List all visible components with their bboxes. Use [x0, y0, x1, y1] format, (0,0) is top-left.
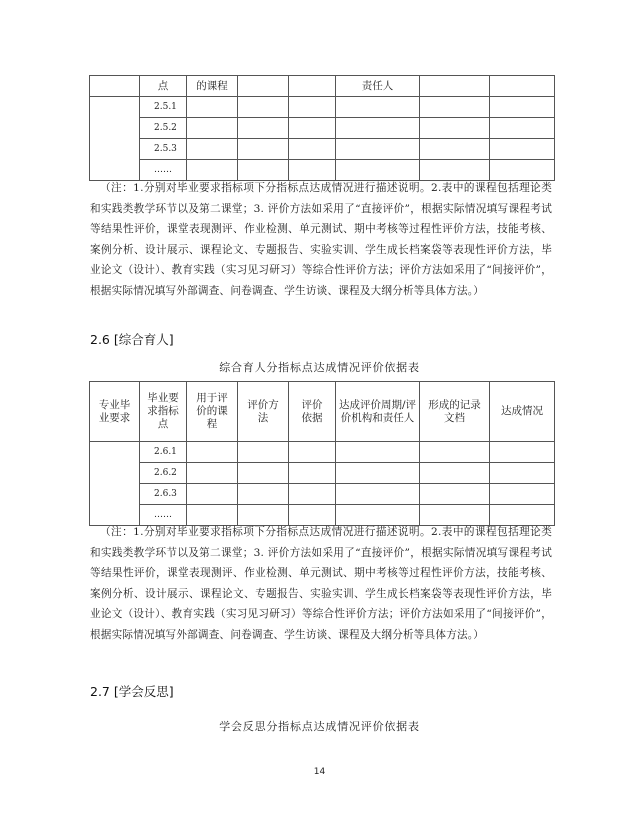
header-cell: 达成评价周期/评价机构和责任人	[336, 382, 420, 442]
table-header-row	[90, 76, 555, 97]
indicator-table-2-5	[89, 75, 555, 181]
table-caption: 学会反思分指标点达成情况评价依据表	[219, 720, 420, 733]
header-cell: 评价依据	[289, 382, 336, 442]
indicator-id: 2.6.2	[140, 463, 187, 484]
section-heading: 2.6 [综合育人]	[90, 332, 174, 347]
table-header-row	[90, 382, 555, 442]
table-row	[90, 139, 555, 160]
indicator-id: 2.6.1	[140, 442, 187, 463]
indicator-id: 2.5.2	[140, 118, 187, 139]
indicator-id: ……	[140, 160, 187, 181]
table-row	[90, 463, 555, 484]
header-cell: 用于评价的课程	[187, 382, 238, 442]
indicator-id: ……	[140, 505, 187, 526]
table-row	[90, 97, 555, 118]
header-cell: 的课程	[187, 76, 238, 97]
table-note: （注：1.分别对毕业要求指标项下分指标点达成情况进行描述说明。2.表中的课程包括理论类和实践类教学环节以及第二课堂；3. 评价方法如采用了“直接评价”，根据实际情况填写课程考试等结果性评价，课堂表现测评、作业检测、单元测试、期中考核等过程性评价方法，技能考核、案例分析、设计展示、课程论文、专题报告、实验实训、学生成长档案袋等表现性评价方法，毕业论文（设计）、教育实践（实习见习研习）等综合性评价方法；评价方法如采用了“间接评价”，根据实际情况填写外部调查、问卷调查、学生访谈、课程及大纲分析等具体方法。）	[90, 526, 552, 641]
table-row	[90, 442, 555, 463]
header-cell: 点	[140, 76, 187, 97]
merged-requirement-cell	[90, 442, 140, 526]
indicator-id: 2.6.3	[140, 484, 187, 505]
header-cell: 毕业要求指标点	[140, 382, 187, 442]
section-heading: 2.7 [学会反思]	[90, 684, 174, 699]
page-number: 14	[313, 767, 326, 777]
table-note: （注：1.分别对毕业要求指标项下分指标点达成情况进行描述说明。2.表中的课程包括理论类和实践类教学环节以及第二课堂；3. 评价方法如采用了“直接评价”，根据实际情况填写课程考试等结果性评价，课堂表现测评、作业检测、单元测试、期中考核等过程性评价方法，技能考核、案例分析、设计展示、课程论文、专题报告、实验实训、学生成长档案袋等表现性评价方法，毕业论文（设计）、教育实践（实习见习研习）等综合性评价方法；评价方法如采用了“间接评价”，根据实际情况填写外部调查、问卷调查、学生访谈、课程及大纲分析等具体方法。）	[90, 182, 552, 297]
indicator-id: 2.5.3	[140, 139, 187, 160]
header-cell: 责任人	[336, 76, 420, 97]
table-row	[90, 484, 555, 505]
header-cell: 达成情况	[490, 382, 555, 442]
indicator-id: 2.5.1	[140, 97, 187, 118]
merged-requirement-cell	[90, 97, 140, 181]
header-cell: 评价方法	[238, 382, 289, 442]
table-row	[90, 118, 555, 139]
indicator-table-2-6	[89, 381, 555, 526]
table-caption: 综合育人分指标点达成情况评价依据表	[219, 361, 420, 374]
header-cell: 专业毕业要求	[90, 382, 140, 442]
header-cell: 形成的记录文档	[420, 382, 490, 442]
